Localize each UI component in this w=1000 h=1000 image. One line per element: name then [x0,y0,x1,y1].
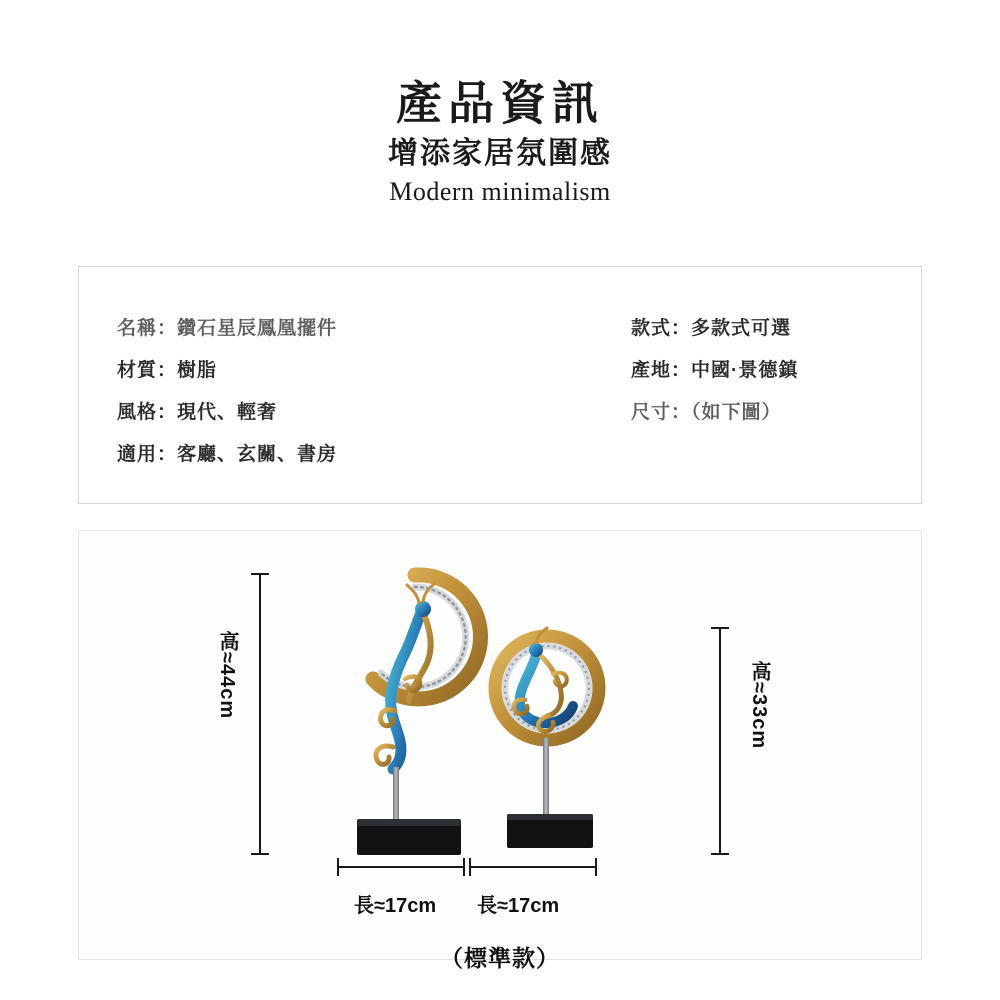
right-height-line [719,627,721,855]
right-width-line [469,866,597,868]
page-header [0,0,1000,207]
info-label-material: 材質： [117,360,178,381]
info-value-origin: 中國·景德鎮 [691,360,799,381]
info-row-style [117,397,277,424]
info-row-origin [631,355,798,382]
product-figure-large [319,561,499,861]
right-width-label: 長≈17cm [477,895,560,917]
info-value-material: 樹脂 [177,360,218,381]
info-label-variant: 款式： [631,318,692,339]
product-figure-small [479,626,619,862]
info-value-size: （如下圖） [691,402,782,423]
figure-footnote: （標準款） [440,945,560,971]
info-row-variant [631,313,791,340]
product-info-grid [79,267,921,503]
info-label-usage: 適用： [117,444,178,465]
info-row-name [117,313,337,340]
left-width-label: 長≈17cm [354,895,437,917]
info-value-style: 現代、輕奢 [177,402,278,423]
product-info-box [78,266,922,504]
info-value-name: 鑽石星辰鳳凰擺件 [177,318,338,339]
left-height-line [259,573,261,855]
product-dimension-box [78,530,922,960]
info-label-origin: 產地： [631,360,692,381]
left-height-label: 高≈44cm [216,631,238,720]
info-row-usage [117,439,337,466]
right-height-label: 高≈33cm [748,661,770,750]
info-value-variant: 多款式可選 [691,318,792,339]
page-subtitle: 增添家居氛圍感 [388,136,612,170]
page-title: 產品資訊 [396,77,604,129]
page-latin-subtitle: Modern minimalism [389,177,611,207]
info-row-size [631,397,782,424]
info-label-style: 風格： [117,402,178,423]
info-label-name: 名稱： [117,318,178,339]
right-height-cap-bottom [711,853,729,855]
left-height-cap-bottom [251,853,269,855]
left-height-cap-top [251,573,269,575]
left-width-line [337,866,465,868]
phoenix-sculpture-large-icon [319,561,499,861]
info-label-size: 尺寸： [631,402,692,423]
right-height-cap-top [711,627,729,629]
info-value-usage: 客廳、玄關、書房 [177,444,338,465]
info-row-material [117,355,217,382]
phoenix-sculpture-small-icon [479,626,619,862]
